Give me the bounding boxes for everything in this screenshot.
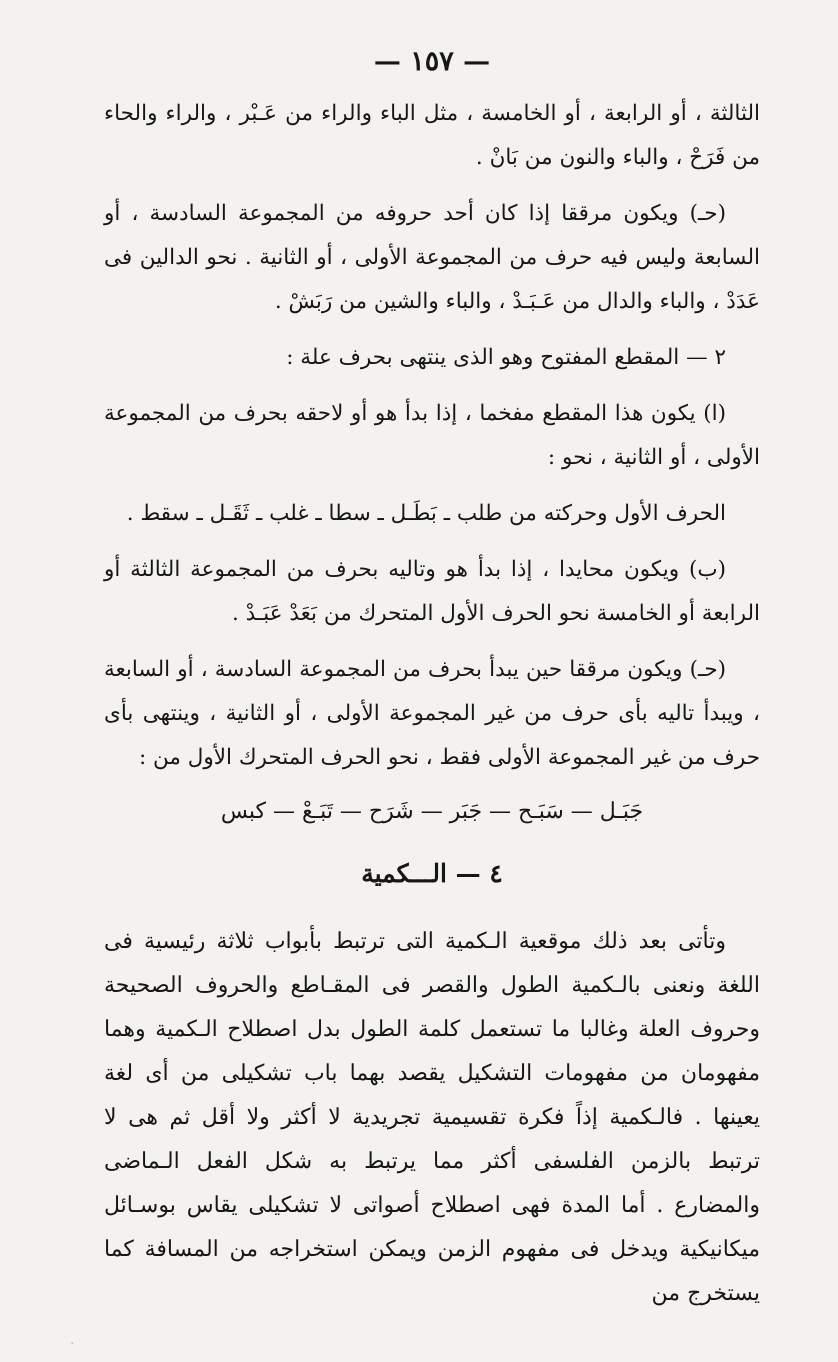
paragraph-examples-emphatic: الحرف الأول وحركته من طلب ـ بَطَـل ـ سطا ـ غلب ـ ثَقَـل ـ سقط . (126, 501, 726, 526)
printed-body (104, 92, 760, 780)
paragraph-continuation: الثالثة ، أو الرابعة ، أو الخامسة ، مثل الباء والراء من عَـبْر ، والراء والحاء من فَرَحْ ، والباء والنون من بَانْ . (104, 101, 760, 170)
scan-speck: · (70, 1336, 75, 1352)
page-number: — ١٥٧ — (373, 46, 491, 77)
paragraph-open-syllable: ٢ — المقطع المفتوح وهو الذى ينتهى بحرف علة : (286, 345, 726, 370)
paragraph-item-jim-2: (حـ) ويكون مرققا حين يبدأ بحرف من المجموعة السادسة ، أو السابعة ، ويبدأ تاليه بأى حرف من غير المجموعة الأولى ، أو الثانية ، وينتهى بأى حرف من غير المجموعة الأولى فقط ، نحو الحرف المتحرك الأول من : (104, 657, 760, 770)
paragraph-item-ba: (ب) ويكون محايدا ، إذا بدأ هو وتاليه بحرف من المجموعة الثالثة أو الرابعة أو الخامسة نحو الحرف الأول المتحرك من بَعَدْ عَبَـدْ . (104, 557, 760, 626)
handwritten-paragraph: وتأتى بعد ذلك موقعية الـكمية التى ترتبط بأبواب ثلاثة رئيسية فى اللغة ونعنى بالـكمية الطول والقصر فى المقـاطع والحروف الصحيحة وحروف العلة وغالبا ما تستعمل كلمة الطول بدل اصطلاح الـكمية وهما مفهومان من مفهومات التشكيل يقصد بهما باب تشكيلى من أى لغة يعينها . فالـكمية إذاً فكرة تقسيمية تجريدية لا أكثر ولا أقل ثم هى لا ترتبط بالزمن الفلسفى أكثر مما يرتبط به شكل الفعل الـماضى والمضارع . أما المدة فهى اصطلاح أصواتى لا تشكيلى يقاس بوسـائل ميكانيكية ويدخل فى مفهوم الزمن ويمكن استخراجه من المسافة كما يستخرج من (104, 929, 760, 1306)
section-heading: ٤ — الـــكمية (361, 859, 503, 888)
paragraph-item-alif: (ا) يكون هذا المقطع مفخما ، إذا بدأ هو أو لاحقه بحرف من المجموعة الأولى ، أو الثانية ، نحو : (104, 401, 760, 470)
examples-line: جَبَـل — سَبَـح — جَبَر — شَرَح — تَبَـعْ — كبس (220, 799, 644, 824)
handwritten-body (104, 920, 760, 1316)
paragraph-item-jim: (حـ) ويكون مرققا إذا كان أحد حروفه من المجموعة السادسة ، أو السابعة وليس فيه حرف من المجموعة الأولى ، أو الثانية . نحو الدالين فى عَدَدْ ، والباء والدال من عَـبَـدْ ، والباء والشين من رَبَشْ . (104, 201, 760, 314)
